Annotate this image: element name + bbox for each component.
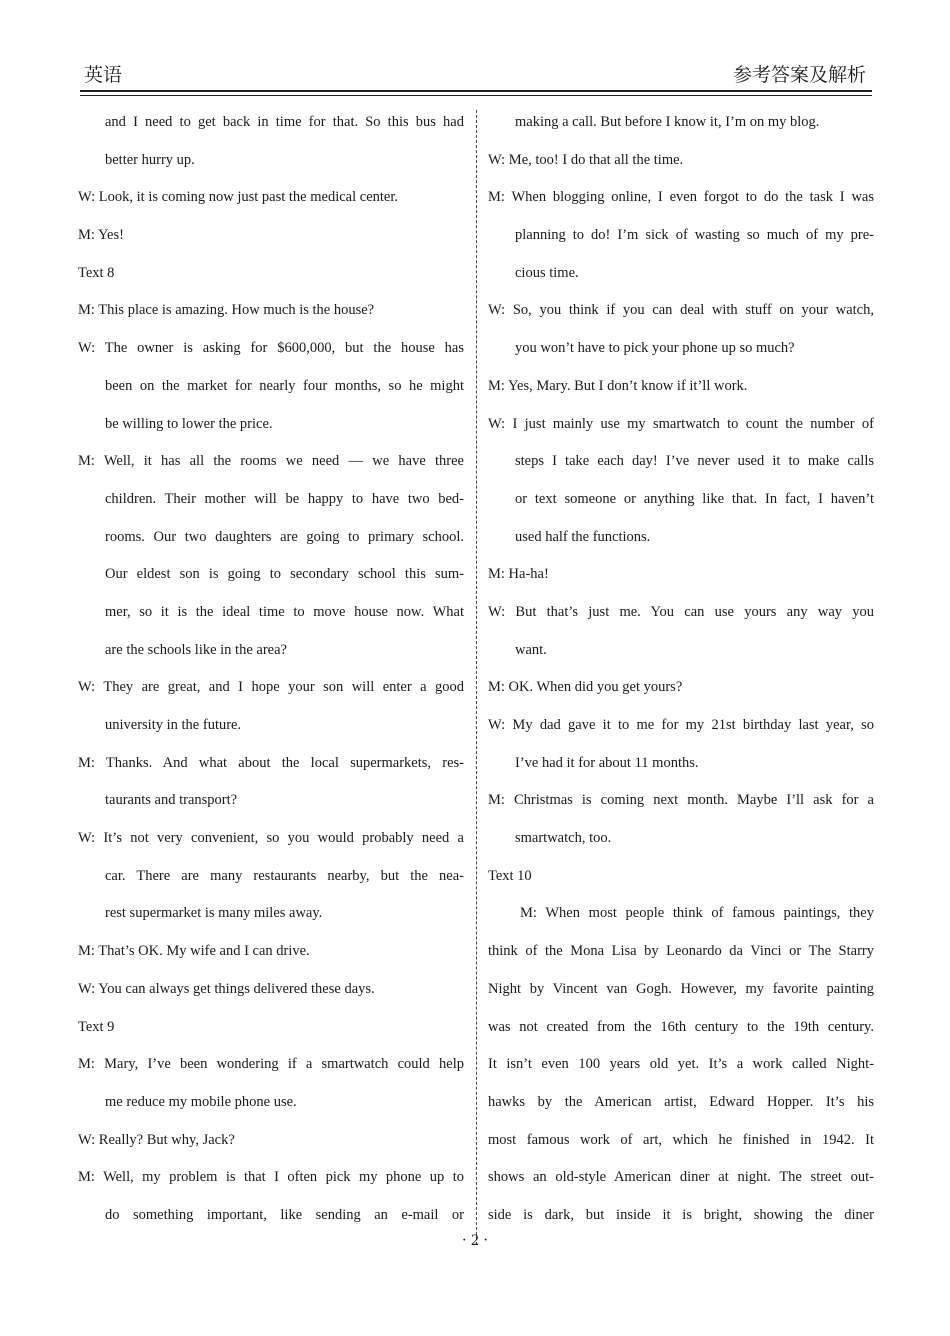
- text-line: do something important, like sending an e-mail or: [105, 1206, 464, 1223]
- text-line: M: Well, my problem is that I often pick my phone up to: [78, 1169, 464, 1186]
- text-line: be willing to lower the price.: [105, 415, 273, 432]
- text-line: used half the functions.: [515, 528, 651, 545]
- text-line: M: Yes, Mary. But I don’t know if it’ll work.: [488, 377, 748, 394]
- text-line: smartwatch, too.: [515, 830, 612, 847]
- text-line: taurants and transport?: [105, 792, 238, 809]
- text-line: W: But that’s just me. You can use yours any way you: [488, 603, 874, 620]
- text-line: been on the market for nearly four months, so he might: [105, 377, 464, 394]
- text-line: W: Me, too! I do that all the time.: [488, 151, 684, 168]
- text-line: W: They are great, and I hope your son will enter a good: [78, 679, 464, 696]
- text-line: rooms. Our two daughters are going to primary school.: [105, 528, 464, 545]
- text-line: Night by Vincent van Gogh. However, my favorite painting: [488, 980, 874, 997]
- text-line: hawks by the American artist, Edward Hopper. It’s his: [488, 1093, 874, 1110]
- text-line: better hurry up.: [105, 151, 195, 168]
- text-line: M: Yes!: [78, 227, 124, 244]
- text-line: W: Look, it is coming now just past the medical center.: [78, 189, 399, 206]
- left-column: [78, 104, 464, 1235]
- text-line: M: OK. When did you get yours?: [488, 679, 683, 696]
- text-line: Text 10: [488, 867, 532, 884]
- text-line: I’ve had it for about 11 months.: [515, 754, 699, 771]
- text-line: car. There are many restaurants nearby, but the nea-: [105, 867, 464, 884]
- text-line: Our eldest son is going to secondary school this sum-: [105, 566, 464, 583]
- text-line: planning to do! I’m sick of wasting so much of my pre-: [515, 227, 874, 244]
- header-rule-thin: [80, 95, 872, 96]
- text-line: Text 8: [78, 264, 115, 281]
- text-line: shows an old-style American diner at night. The street out-: [488, 1169, 874, 1186]
- text-line: think of the Mona Lisa by Leonardo da Vinci or The Starry: [488, 943, 874, 960]
- text-line: you won’t have to pick your phone up so much?: [515, 340, 795, 357]
- text-line: mer, so it is the ideal time to move house now. What: [105, 603, 464, 620]
- text-line: W: The owner is asking for $600,000, but the house has: [78, 340, 464, 357]
- text-line: M: When most people think of famous paintings, they: [520, 905, 874, 922]
- page-number: · 2 ·: [461, 1232, 489, 1249]
- text-line: M: When blogging online, I even forgot to do the task I was: [488, 189, 874, 206]
- text-line: M: Christmas is coming next month. Maybe I’ll ask for a: [488, 792, 874, 809]
- text-line: children. Their mother will be happy to have two bed-: [105, 490, 464, 507]
- text-line: making a call. But before I know it, I’m on my blog.: [515, 114, 820, 130]
- text-line: want.: [515, 641, 547, 658]
- text-line: cious time.: [515, 264, 579, 281]
- text-line: W: Really? But why, Jack?: [78, 1131, 235, 1148]
- text-line: or text someone or anything like that. In fact, I haven’t: [515, 490, 874, 507]
- text-line: M: Thanks. And what about the local supermarkets, res-: [78, 754, 464, 771]
- text-line: M: Well, it has all the rooms we need — we have three: [78, 453, 464, 470]
- text-line: side is dark, but inside it is bright, showing the diner: [488, 1206, 874, 1223]
- subject-label: 英语: [84, 64, 123, 86]
- text-line: M: Mary, I’ve been wondering if a smartwatch could help: [78, 1056, 464, 1073]
- text-line: was not created from the 16th century to the 19th century.: [488, 1018, 874, 1035]
- text-line: M: That’s OK. My wife and I can drive.: [78, 943, 310, 960]
- text-line: most famous work of art, which he finished in 1942. It: [488, 1131, 874, 1148]
- text-line: W: My dad gave it to me for my 21st birthday last year, so: [488, 717, 874, 733]
- page-header: [80, 58, 872, 88]
- column-divider: [476, 110, 477, 1245]
- text-line: and I need to get back in time for that. So this bus had: [105, 114, 464, 130]
- right-column: [488, 104, 874, 1235]
- text-line: M: This place is amazing. How much is the house?: [78, 302, 375, 319]
- text-line: M: Ha-ha!: [488, 566, 549, 583]
- text-line: rest supermarket is many miles away.: [105, 905, 323, 922]
- text-line: Text 9: [78, 1018, 115, 1035]
- header-rule-thick: [80, 90, 872, 92]
- text-line: W: I just mainly use my smartwatch to count the number of: [488, 415, 874, 432]
- document-title: 参考答案及解析: [732, 64, 866, 86]
- text-line: me reduce my mobile phone use.: [105, 1093, 297, 1110]
- text-line: university in the future.: [105, 717, 242, 733]
- text-line: It isn’t even 100 years old yet. It’s a work called Night-: [488, 1056, 874, 1073]
- text-line: steps I take each day! I’ve never used it to make calls: [515, 453, 874, 470]
- text-line: W: So, you think if you can deal with stuff on your watch,: [488, 302, 874, 319]
- text-line: W: It’s not very convenient, so you would probably need a: [78, 830, 464, 847]
- text-line: W: You can always get things delivered these days.: [78, 980, 375, 997]
- text-line: are the schools like in the area?: [105, 641, 287, 658]
